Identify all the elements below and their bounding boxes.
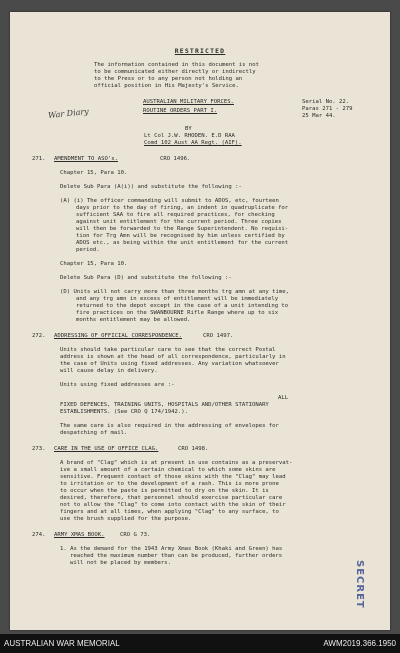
body-line: months entitlement may be allowed. [76, 317, 191, 323]
section-cro: CRO G 73. [120, 532, 151, 538]
body-line: fire practices on the SWANBOURNE Rifle Range where up to six [76, 310, 279, 316]
section-number: 274. [32, 532, 46, 538]
body-line: to irritation or to the development of a rash. This is more prone [60, 481, 279, 487]
force-title: AUSTRALIAN MILITARY FORCES. [143, 99, 234, 105]
body-line: sufficient SAA to fire all required practices, for checking [76, 212, 275, 218]
section-cro: CRO 1497. [203, 333, 234, 339]
section-cro: CRO 1498. [178, 446, 209, 452]
orders-title: ROUTINE ORDERS PART I. [143, 108, 218, 114]
by-label: BY [185, 126, 192, 132]
order-date: 25 Mar 44. [302, 113, 336, 119]
unit-name: Comd 102 Aust AA Regt. (AIF). [144, 140, 242, 146]
section-number: 272. [32, 333, 46, 339]
body-line: fingers and at all times, when applying "Clag" to any surface, to [60, 509, 279, 515]
body-line: reached the maximum number than can be produced, further orders [70, 553, 283, 559]
delete-instruction: Delete Sub Para (A(i)) and substitute the following :- [60, 184, 242, 190]
body-line: will not be placed by members. [70, 560, 172, 566]
body-line: against unit entitlement for the current period. Three copies [76, 219, 282, 225]
body-line: 1. As the demand for the 1943 Army Xmas Book (Khaki and Green) has [60, 546, 283, 552]
archive-footer [0, 634, 400, 653]
body-line: and any trg amn in excess of entitlement will be immediately [76, 296, 279, 302]
body-line: days prior to the day of firing, an indent in quadruplicate for [76, 205, 289, 211]
handwritten-note: War Diary [47, 106, 90, 121]
body-line: Units using fixed addresses are :- [60, 382, 175, 388]
body-line: returned to the depot except in the case of a unit intending to [76, 303, 289, 309]
officer-name: Lt Col J.W. RHODEN. E.D RAA [144, 133, 235, 139]
body-line: ESTABLISHMENTS. (See CRO Q 174/1942.). [60, 409, 188, 415]
body-line: use the brush supplied for the purpose. [60, 516, 192, 522]
body-line: (A) (i) The officer commanding will submit to ADOS, etc, fourteen [60, 198, 279, 204]
body-line: ADOS etc., as being within the unit entitlement for the current [76, 240, 289, 246]
notice-line: to be communicated either directly or indirectly [94, 69, 256, 75]
inserted-word: ALL [278, 395, 289, 401]
body-line: will then be forwarded to the Range Superintendent. No requisi- [76, 226, 289, 232]
body-line: A brand of "Clag" which is at present in use contains as a preservat- [60, 460, 293, 466]
archive-name: AUSTRALIAN WAR MEMORIAL [4, 639, 120, 648]
body-line: desired, therefore, that personnel should exercise particular care [60, 495, 283, 501]
body-line: FIXED DEFENCES, TRAINING UNITS, HOSPITALS AND/OTHER STATIONARY [60, 402, 269, 408]
section-title: AMENDMENT TO ASO's. [54, 156, 118, 162]
body-line: (D) Units will not carry more than three months trg amn at any time, [60, 289, 290, 295]
body-line: to occur when the paste is permitted to dry on the skin. It is [60, 488, 269, 494]
archive-reference: AWM2019.366.1950 [323, 639, 396, 648]
body-line: tion for Trg Amn will be recognised by him unless certified by [76, 233, 285, 239]
body-line: ive a small amount of a certain chemical to which some skins are [60, 467, 276, 473]
notice-line: to the Press or to any person not holding an [94, 76, 243, 82]
body-line: the case of Units using fixed addresses. Any variation whatsoever [60, 361, 279, 367]
body-line: The same care is also required in the addressing of envelopes for [60, 423, 279, 429]
chapter-ref: Chapter 15, Para 10. [60, 170, 128, 176]
restricted-heading: RESTRICTED [174, 47, 226, 55]
body-line: not to allow the "Clag" to come into contact with the skin of their [60, 502, 286, 508]
body-line: will cause delay in delivery. [60, 368, 158, 374]
section-title: CARE IN THE USE OF OFFICE CLAG. [54, 446, 159, 452]
body-line: sensitive. Frequent contact of those skins with the "Clag" may lead [60, 474, 286, 480]
notice-line: The information contained in this document is not [94, 62, 260, 68]
section-number: 271. [32, 156, 46, 162]
section-title: ADDRESSING OF OFFICIAL CORRESPONDENCE. [54, 333, 182, 339]
secret-stamp: SECRET [354, 560, 365, 609]
body-line: period. [76, 247, 100, 253]
delete-instruction: Delete Sub Para (D) and substitute the following :- [60, 275, 232, 281]
document-page [10, 12, 390, 630]
body-line: despatching of mail. [60, 430, 128, 436]
serial-number: Serial No. 22. [302, 99, 350, 105]
notice-line: official position in His Majesty's Service. [94, 83, 239, 89]
paras-range: Paras 271 - 279 [302, 106, 353, 112]
body-line: address is shown at the head of all correspondence, particularly in [60, 354, 286, 360]
section-title: ARMY XMAS BOOK. [54, 532, 105, 538]
section-number: 273. [32, 446, 46, 452]
chapter-ref: Chapter 15, Para 10. [60, 261, 128, 267]
body-line: Units should take particular care to see that the correct Postal [60, 347, 276, 353]
section-cro: CRO 1496. [160, 156, 191, 162]
